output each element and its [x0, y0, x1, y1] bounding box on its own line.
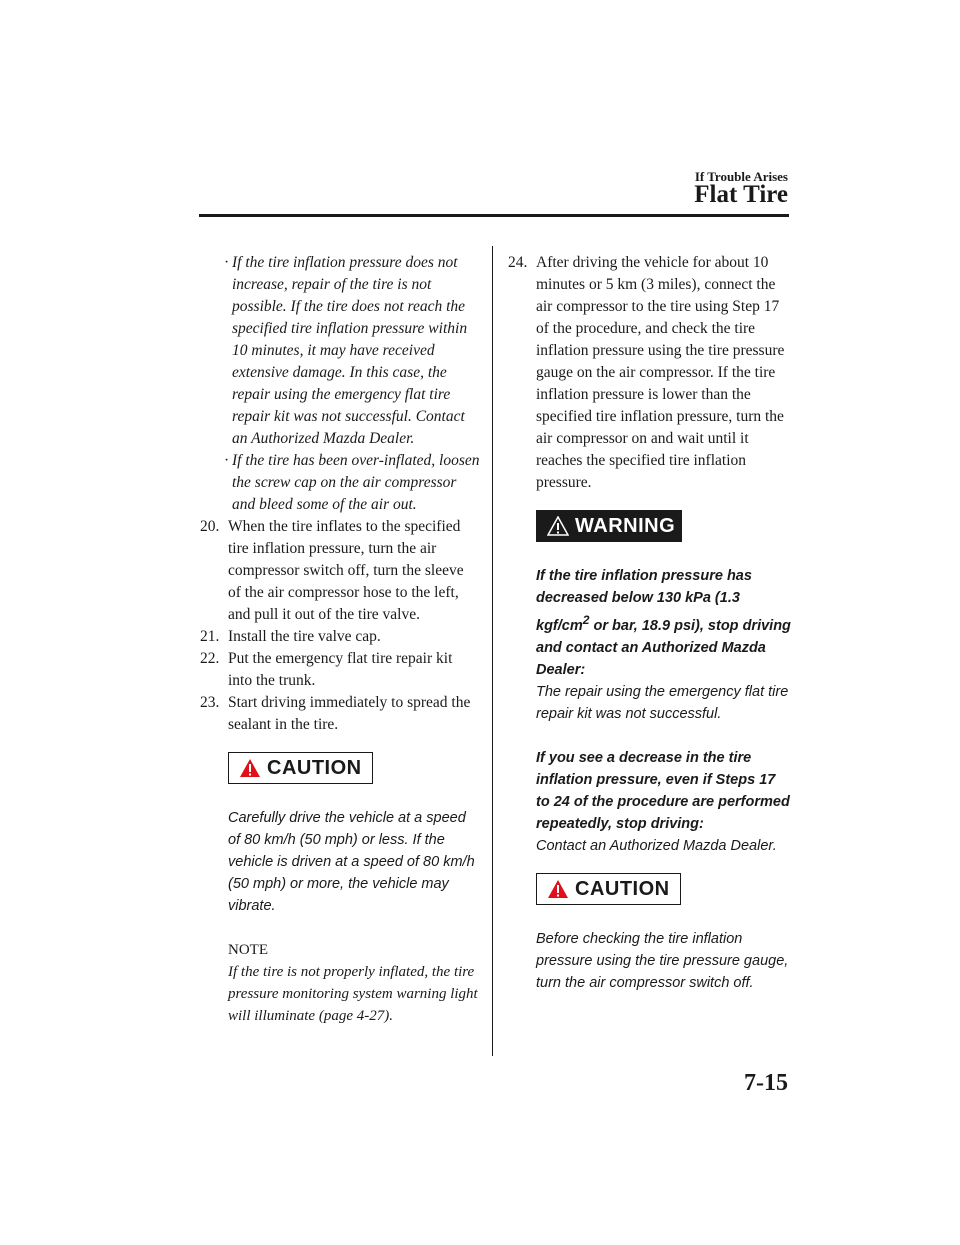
warning-triangle-icon — [547, 879, 569, 899]
step-number: 23. — [200, 694, 220, 711]
warning-triangle-icon — [547, 516, 569, 536]
step-text: After driving the vehicle for about 10 minutes or 5 km (3 miles), connect the air compressor to the tire using Step 17 of the procedure, and check the tire inflation pressure using the tire pressure gauge on the air compressor. If the tire inflation pressure is lower than the specified tire inflation pressure, turn the air compressor on and wait until it reaches the specified tire inflation pressure. — [536, 254, 785, 491]
bullet-glyph: · — [224, 452, 230, 469]
warning-heading-1 — [508, 565, 793, 681]
warning-label: WARNING — [575, 515, 676, 537]
step-number: 21. — [200, 628, 220, 645]
warning-badge — [536, 510, 682, 542]
caution-label: CAUTION — [575, 877, 670, 900]
header-rule — [199, 214, 789, 217]
step-number: 22. — [200, 650, 220, 667]
step-text: Put the emergency flat tire repair kit into the trunk. — [228, 650, 453, 689]
caution-badge — [228, 752, 373, 784]
step-21 — [200, 626, 480, 648]
step-20 — [200, 516, 480, 626]
caution-badge — [536, 873, 681, 905]
note-heading: NOTE — [228, 942, 268, 958]
warning-heading-1a: If the tire inflation pressure has decreased below 130 kPa (1.3 kgf/cm — [536, 568, 752, 634]
step-number: 20. — [200, 518, 220, 535]
bullet-glyph: · — [224, 254, 230, 271]
step-24 — [508, 252, 793, 494]
section-header: If Trouble Arises — [694, 169, 788, 184]
step-22 — [200, 648, 480, 692]
page-number: 7-15 — [744, 1070, 788, 1096]
caution-text: Carefully drive the vehicle at a speed of 80 km/h (50 mph) or less. If the vehicle is driven at a speed of 80 km/h (50 mph) or more, the vehicle may vibrate. — [228, 810, 475, 914]
page-title: Flat Tire — [694, 181, 788, 208]
warning-text-2: Contact an Authorized Mazda Dealer. — [536, 837, 777, 854]
bullet-text: If the tire inflation pressure does not increase, repair of the tire is not possible. If the tire does not reach the specified tire inflation pressure within 10 minutes, it may have received extensive damage. In this case, the repair using the emergency flat tire repair kit was not successful. Contact an Authorized Mazda Dealer. — [232, 254, 468, 447]
warning-heading-2: If you see a decrease in the tire inflation pressure, even if Steps 17 to 24 of the procedure are performed repeatedly, stop driving: — [536, 749, 790, 832]
caution-text: Before checking the tire inflation pressure using the tire pressure gauge, turn the air compressor switch off. — [536, 930, 789, 991]
step-number: 24. — [508, 254, 528, 271]
bullet-item — [200, 450, 480, 516]
column-divider — [492, 246, 493, 1056]
step-text: Start driving immediately to spread the sealant in the tire. — [228, 694, 471, 733]
caution-label: CAUTION — [267, 757, 362, 779]
warning-text-1: The repair using the emergency flat tire repair kit was not successful. — [536, 683, 789, 722]
note-text: If the tire is not properly inflated, the tire pressure monitoring system warning light will illuminate (page 4-27). — [228, 964, 478, 1024]
right-column — [508, 252, 793, 994]
bullet-text: If the tire has been over-inflated, loosen the screw cap on the air compressor and bleed some of the air out. — [232, 452, 480, 513]
step-23 — [200, 692, 480, 736]
warning-heading-1b: or bar, 18.9 psi), stop driving and contact an Authorized Mazda Dealer: — [536, 617, 791, 678]
step-text: Install the tire valve cap. — [228, 628, 381, 645]
bullet-item — [200, 252, 480, 450]
warning-triangle-icon — [239, 758, 261, 778]
left-column — [200, 252, 480, 1027]
superscript: 2 — [582, 613, 590, 627]
step-text: When the tire inflates to the specified tire inflation pressure, turn the air compressor switch off, turn the sleeve of the air compressor hose to the left, and pull it out of the tire valve. — [228, 518, 464, 623]
